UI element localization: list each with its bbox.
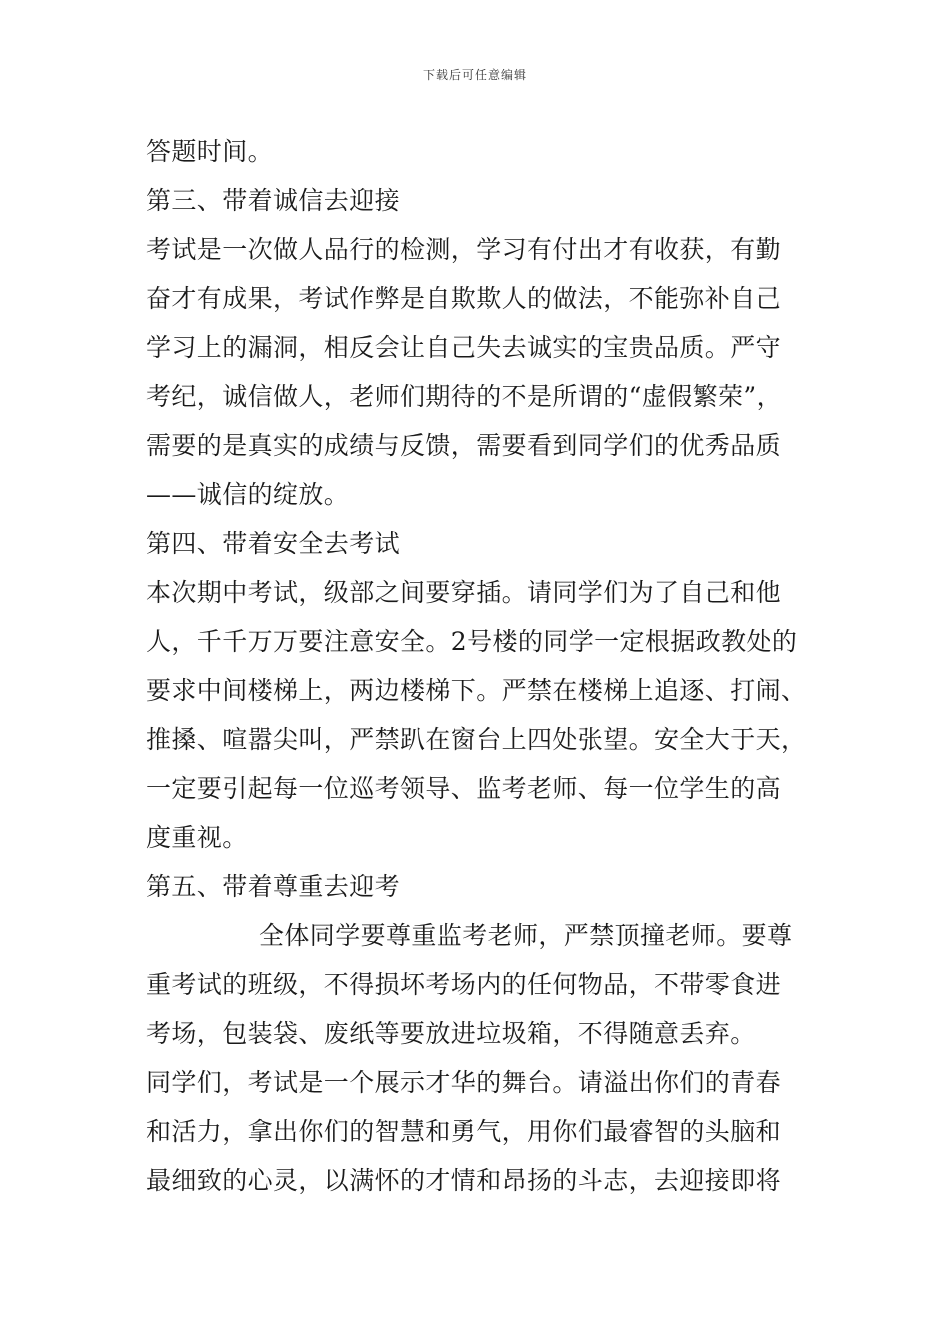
text-line: 度重视。 — [146, 823, 248, 852]
header-note: 下载后可任意编辑 — [422, 68, 527, 82]
text-line: 最细致的心灵，以满怀的才情和昂扬的斗志，去迎接即将 — [146, 1166, 782, 1195]
text-line: 和活力，拿出你们的智慧和勇气，用你们最睿智的头脑和 — [146, 1117, 782, 1146]
text-line: 一定要引起每一位巡考领导、监考老师、每一位学生的高 — [146, 774, 782, 803]
text-line: 人，千千万万要注意安全。2号楼的同学一定根据政教处的 — [146, 627, 798, 656]
text-line: 考纪，诚信做人，老师们期待的不是所谓的“虚假繁荣”， — [146, 382, 782, 411]
text-line: 需要的是真实的成绩与反馈，需要看到同学们的优秀品质 — [146, 431, 782, 460]
text-line: 推搡、喧嚣尖叫，严禁趴在窗台上四处张望。安全大于天， — [146, 725, 807, 754]
document-body — [146, 127, 806, 1205]
section-heading: 第三、带着诚信去迎接 — [146, 186, 401, 215]
text-line: ——诚信的绽放。 — [146, 480, 350, 509]
section-heading: 第四、带着安全去考试 — [146, 529, 401, 558]
text-line: 全体同学要尊重监考老师，严禁顶撞老师。要尊 — [259, 921, 793, 950]
text-line: 同学们，考试是一个展示才华的舞台。请溢出你们的青春 — [146, 1068, 782, 1097]
text-line: 考试是一次做人品行的检测，学习有付出才有收获，有勤 — [146, 235, 782, 264]
text-line: 要求中间楼梯上，两边楼梯下。严禁在楼梯上追逐、打闹、 — [146, 676, 807, 705]
text-line: 考场，包装袋、废纸等要放进垃圾箱，不得随意丢弃。 — [146, 1019, 756, 1048]
text-line: 答题时间。 — [146, 137, 274, 166]
section-heading: 第五、带着尊重去迎考 — [146, 872, 401, 901]
text-line: 奋才有成果，考试作弊是自欺欺人的做法，不能弥补自己 — [146, 284, 782, 313]
text-line: 学习上的漏洞，相反会让自己失去诚实的宝贵品质。严守 — [146, 333, 782, 362]
text-line: 重考试的班级，不得损坏考场内的任何物品，不带零食进 — [146, 970, 782, 999]
text-line: 本次期中考试，级部之间要穿插。请同学们为了自己和他 — [146, 578, 782, 607]
